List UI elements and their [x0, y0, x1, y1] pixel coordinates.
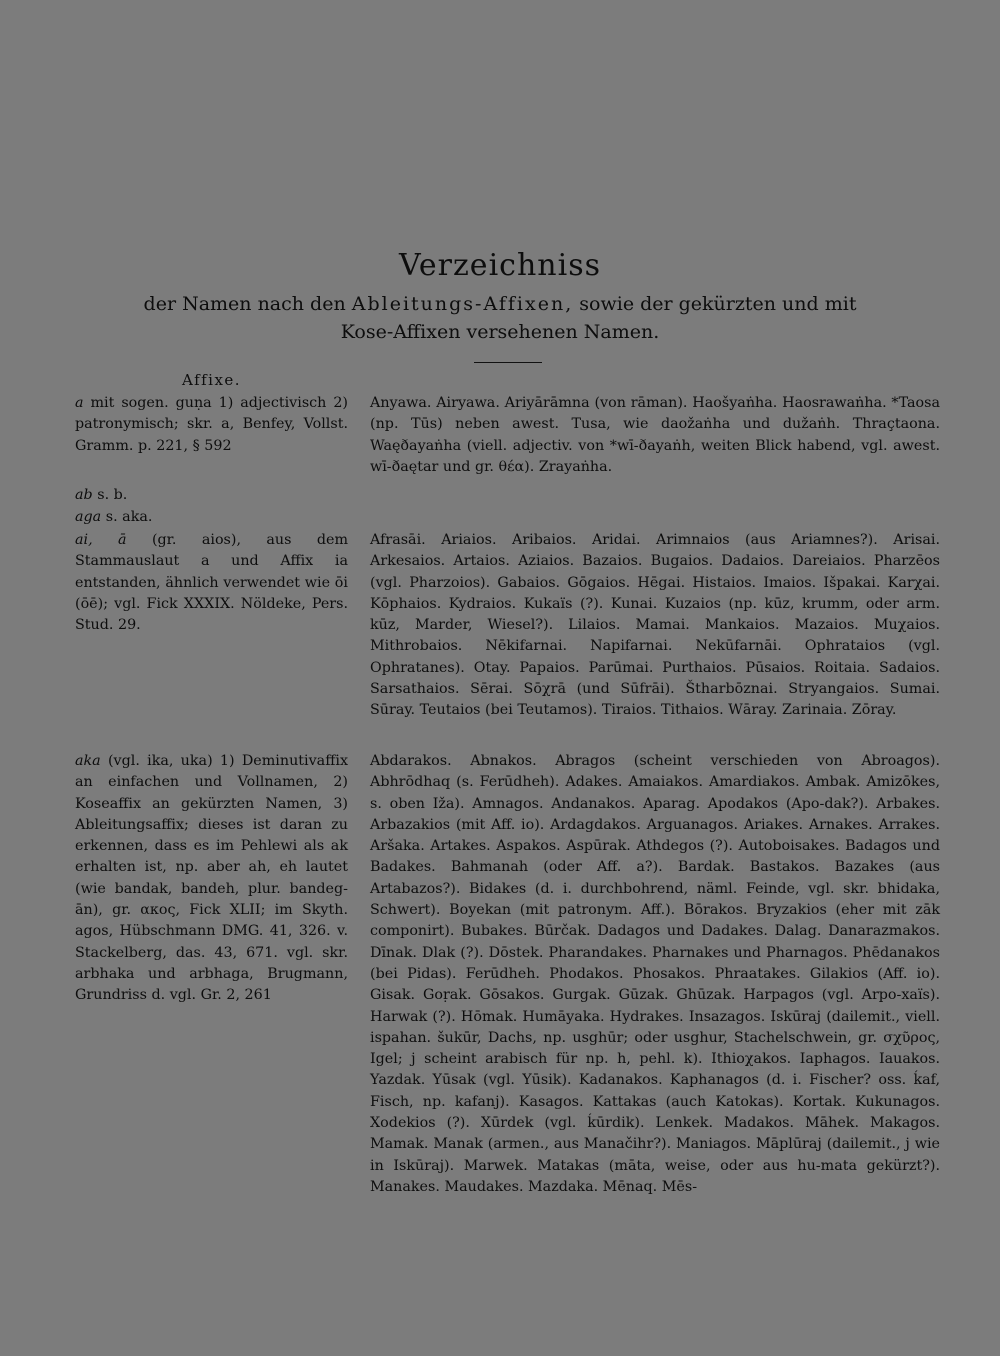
entry-aga-text	[75, 507, 348, 528]
entry-ai-desc: (gr. aios), aus dem Stammauslaut a und Affix ia entstanden, ähnlich verwendet wie ōi (ōē); vgl. Fick XXXIX. Nöldeke, Pers. Stud. 29.	[75, 532, 349, 634]
subtitle-line-1	[100, 290, 900, 318]
entry-ai-affix	[75, 530, 348, 636]
entry-a-affix	[75, 393, 348, 457]
entry-ai-names-text: Afrasāi. Ariaios. Aribaios. Aridai. Arimnaios (aus Ariamnes?). Arisai. Arkesaios. Artaios. Aziaios. Bazaios. Bugaios. Dadaios. Dareiaios. Pharzēos (vgl. Pharzoios). Gabaios. Gōgaios. Hēgai. Histaios. Imaios. Išpakai. Karχai. Kōphaios. Kydraios. Kukaïs (?). Kunai. Kuzaios (np. kūz, krumm, oder arm. kūz, Marder, Wiesel?). Lilaios. Mamai. Mankaios. Mazaios. Muχaios. Mithrobaios. Nēkifarnai. Napifarnai. Nekūfarnāi. Ophrataios (vgl. Ophratanes). Otay. Papaios. Parūmai. Purthaios. Pūsaios. Roitaia. Sadaios. Sarsathaios. Sērai. Sōχrā (und Sūfrāi). Štharbōznai. Stryangaios. Sumai. Sūray. Teutaios (bei Teutamos). Tiraios. Tithaios. Wāray. Zarinaia. Zōray.	[370, 532, 941, 719]
page-title: Verzeichniss	[399, 248, 601, 283]
entry-ab-key: ab	[75, 487, 93, 503]
entry-aga-affix	[75, 507, 348, 528]
entry-ai-text	[75, 530, 348, 636]
entry-ab-desc: s. b.	[97, 487, 128, 503]
entry-a-text	[75, 393, 348, 457]
entry-aka-desc: (vgl. ika, uka) 1) Deminutivaffix an einfachen und Vollnamen, 2) Koseaffix an gekürzten Namen, 3) Ableitungsaffix; dieses ist daran zu erkennen, dass es im Pehlewi als ak erhalten ist, np. aber ah, eh lautet (wie bandak, bandeh, plur. bandeg-ān), gr. ακος, Fick XLII; im Skyth. agos, Hübschmann DMG. 41, 326. v. Stackelberg, das. 43, 671. vgl. skr. arbhaka und arbhaga, Brugmann, Grundriss d. vgl. Gr. 2, 261	[75, 753, 349, 1004]
entry-a-names	[370, 393, 940, 478]
entry-ab-affix	[75, 485, 348, 506]
entry-ab-text	[75, 485, 348, 506]
title-divider	[474, 362, 542, 363]
entry-aga-key: aga	[75, 509, 102, 525]
entry-a-key: a	[75, 395, 84, 411]
entry-aka-affix	[75, 751, 348, 1007]
subtitle-part-2: sowie der gekürzten und mit	[579, 293, 857, 315]
page-subtitle	[100, 290, 900, 346]
entry-aka-names-text: Abdarakos. Abnakos. Abragos (scheint verschieden von Abroagos). Abhrōdhaq (s. Ferūdheh). Adakes. Amaiakos. Amardiakos. Ambak. Amizōkes, s. oben Iža). Amnagos. Andanakos. Aparag. Apodakos (Apo-dak?). Arbakes. Arbazakios (mit Aff. io). Ardagdakos. Arguanagos. Ariakes. Arnakes. Arrakes. Aršaka. Artakes. Aspakos. Aspūrak. Athdegos (?). Autoboisakes. Badagos und Badakes. Bahmanah (oder Aff. a?). Bardak. Bastakos. Bazakes (aus Artabazos?). Bidakes (d. i. durchbohrend, näml. Feinde, vgl. skr. bhidaka, Schwert). Boyekan (mit patronym. Aff.). Bōrakos. Bryzakios (eher mit zāk componirt). Bubakes. Būrčak. Dadagos und Dadakes. Dalag. Danarazmakos. Dīnak. Dlak (?). Dōstek. Pharandakes. Pharnakes und Pharnagos. Phēdanakos (bei Pidas). Ferūdheh. Phodakos. Phosakos. Phraatakes. Gilakios (Aff. io). Gisak. Goṛak. Gōsakos. Gurgak. Gūzak. Ghūzak. Harpagos (vgl. Arpo-xaïs). Harwak (?). Hōmak. Humāyaka. Hydrakes. Insazagos. Iskūraj (dailemit., viell. ispahan. šukūr, Dachs, np. usghūr; oder usghur, Stachelschwein, gr. σχῦρος, Igel; j scheint arabisch für np. h, pehl. k). Ithioχakos. Iaphagos. Iauakos. Yazdak. Yūsak (vgl. Yūsik). Kadanakos. Kaphanagos (d. i. Fischer? oss. ḱaf, Fisch, np. kafanj). Kasagos. Kattakas (auch Katokas). Kortak. Kukunagos. Xodekios (?). Xūrdek (vgl. ḱūrdik). Lenkek. Madakos. Māhek. Makagos. Mamak. Manak (armen., aus Manačihr?). Maniagos. Māplūraj (dailemit., j wie in Iskūraj). Marwek. Matakas (māta, weise, oder aus hu-mata gekürzt?). Manakes. Maudakes. Mazdaka. Mēnaq. Mēs-	[370, 753, 940, 1195]
entry-aka-names	[370, 751, 940, 1198]
subtitle-line-2: Kose-Affixen versehenen Namen.	[340, 321, 660, 343]
section-heading: Affixe.	[182, 371, 242, 389]
subtitle-part-1: der Namen nach den	[143, 293, 346, 315]
entry-a-desc: mit sogen. guṇa 1) adjectivisch 2) patronymisch; skr. a, Benfey, Vollst. Gramm. p. 221, § 592	[75, 395, 348, 454]
subtitle-spaced: Ableitungs-Affixen,	[351, 293, 574, 315]
entry-aka-key: aka	[75, 753, 101, 769]
entry-ai-key: ai, ā	[75, 532, 127, 548]
entry-aka-text	[75, 751, 348, 1007]
entry-a-names-text: Anyawa. Airyawa. Ariyārāmna (von rāman). Haošyaṅha. Haosrawaṅha. *Taosa (np. Tūs) neben awest. Tusa, wie daožaṅha und dužaṅh. Thraçtaona. Waęðayaṅha (viell. adjectiv. von *wī-ðayaṅh, weiten Blick habend, vgl. awest. wī-ðaętar und gr. θέα). Zrayaṅha.	[370, 395, 940, 475]
entry-aga-desc: s. aka.	[105, 509, 153, 525]
entry-ai-names	[370, 530, 940, 722]
